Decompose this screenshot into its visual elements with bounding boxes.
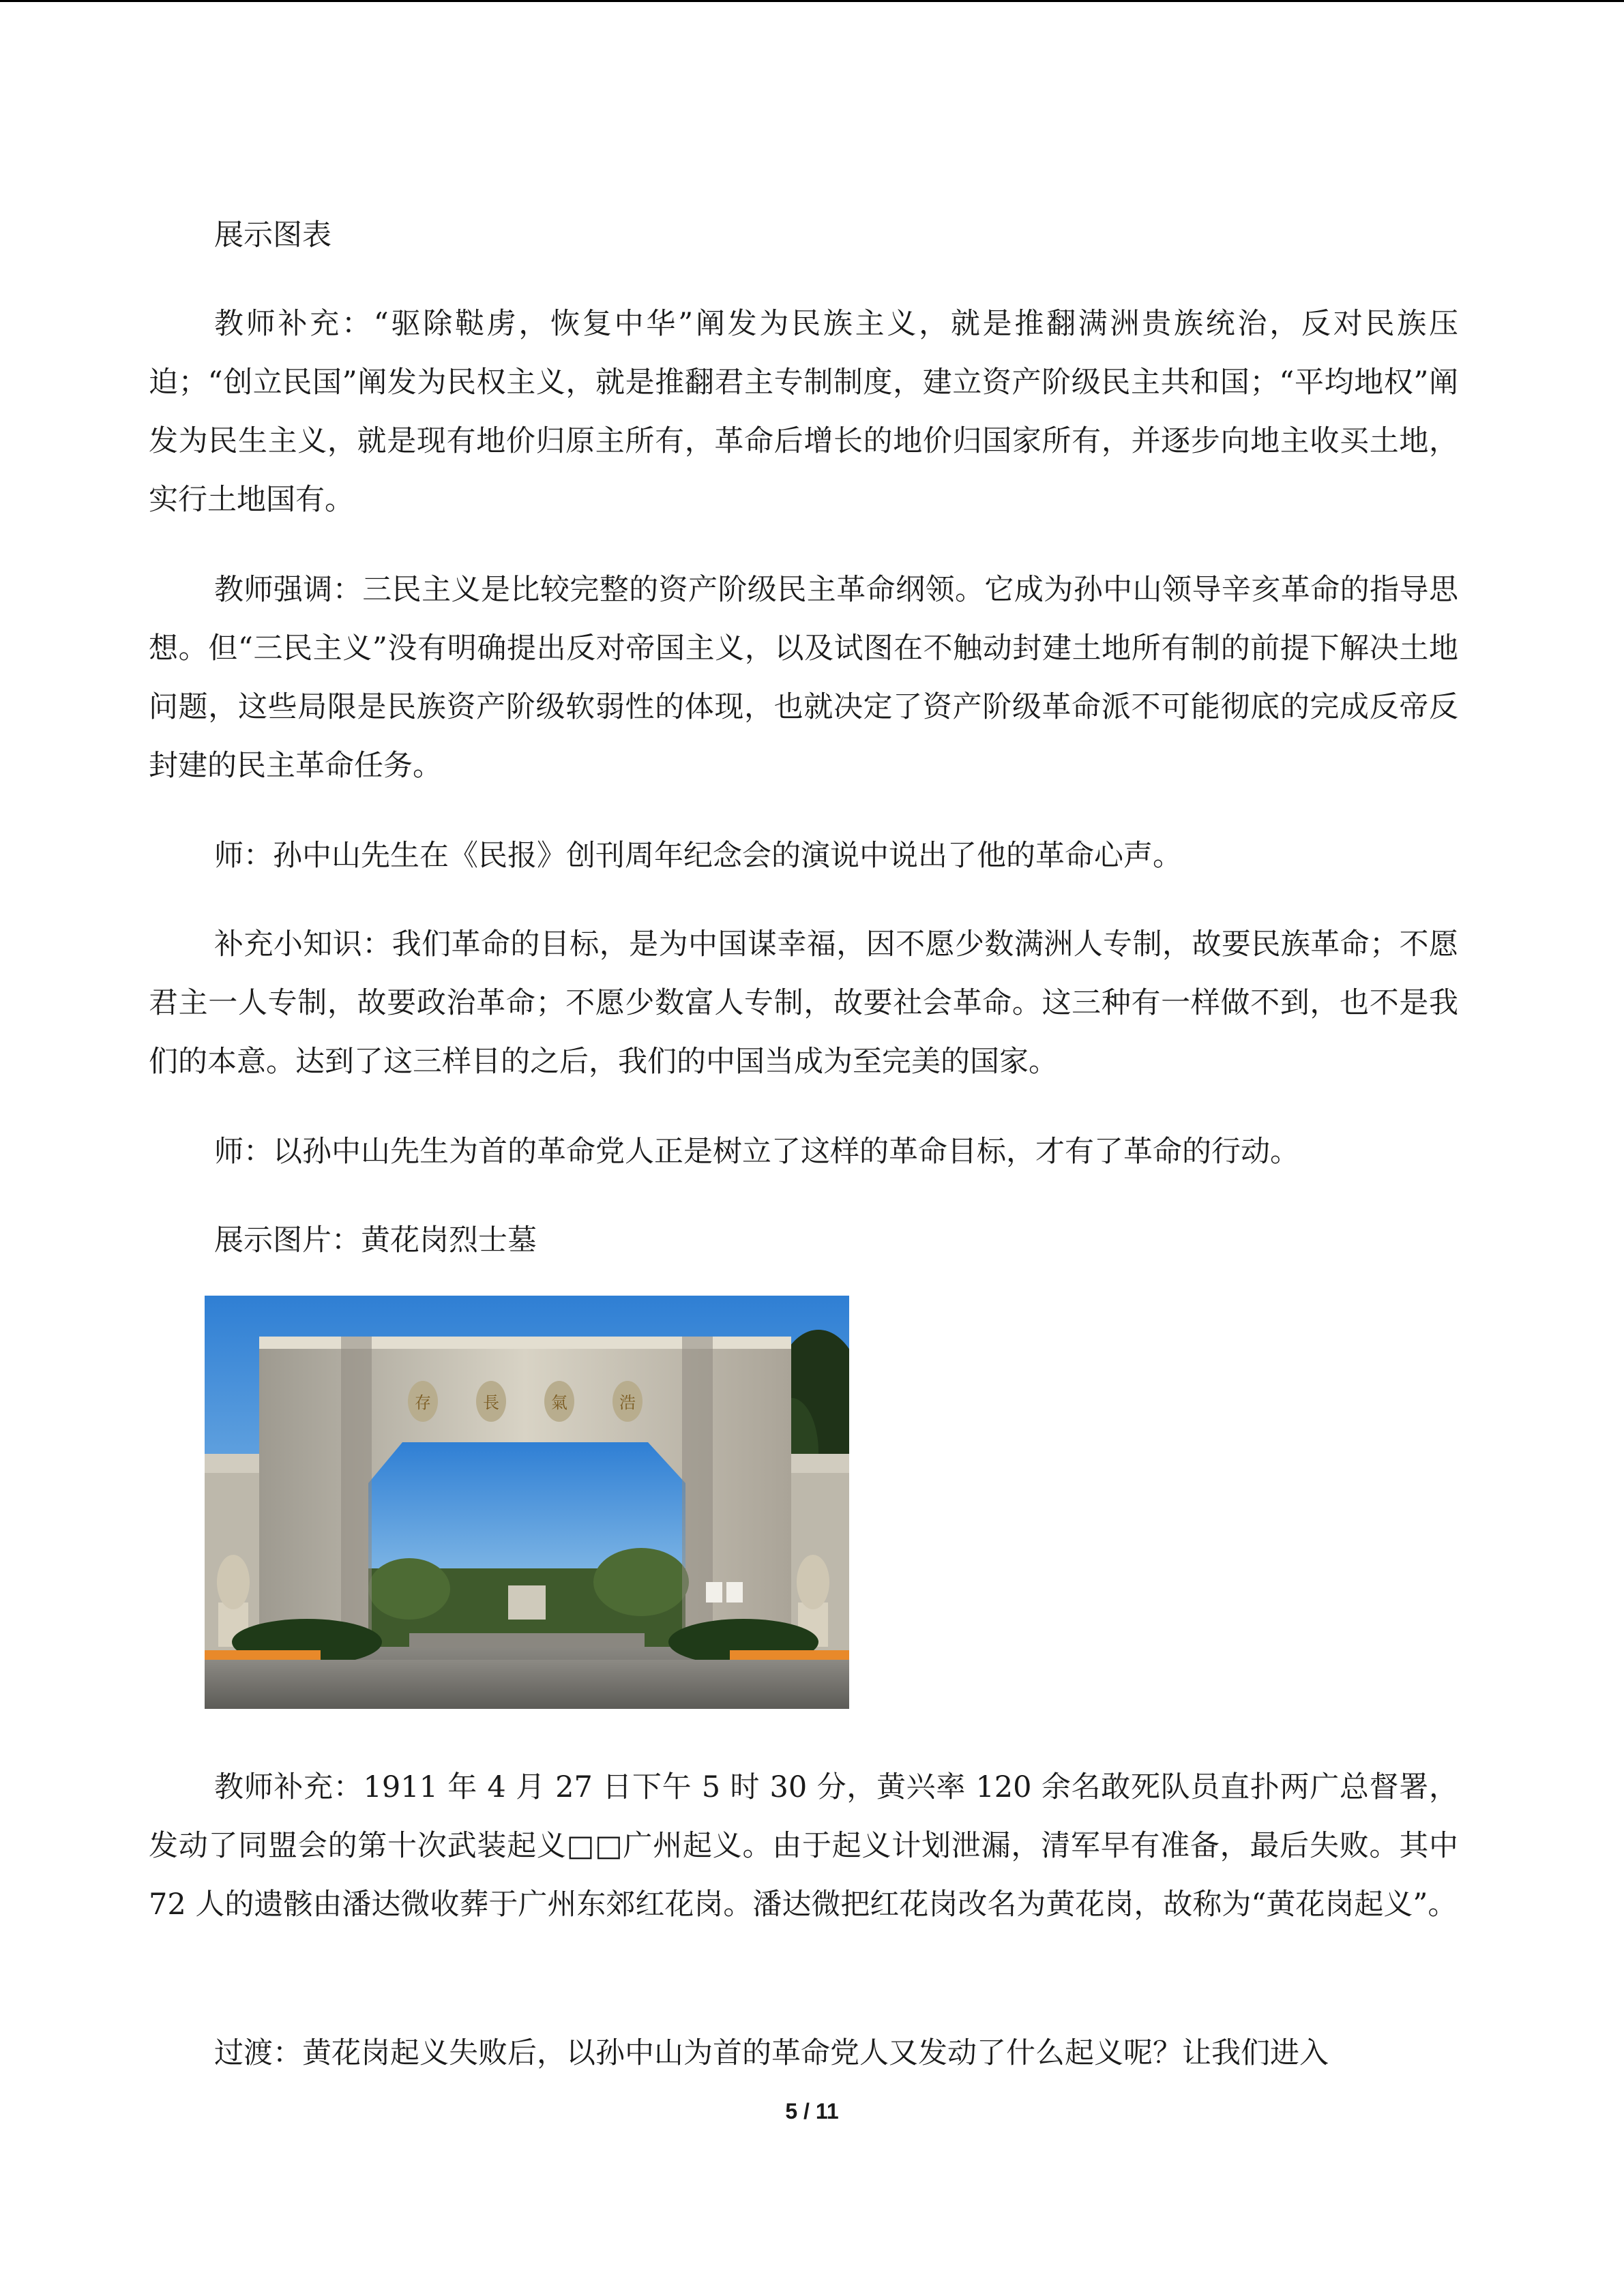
memorial-gate-image xyxy=(205,1296,849,1709)
paragraph-teacher-supplement-three-principles: 教师补充：“驱除鞑虏，恢复中华”阐发为民族主义，就是推翻满洲贵族统治，反对民族压迫；“创立民国”阐发为民权主义，就是推翻君主专制制度，建立资产阶级民主共和国；“平均地权”阐发为民生主义，就是现有地价归原主所有，革命后增长的地价归国家所有，并逐步向地主收买土地，实行土地国有。 xyxy=(149,307,1458,517)
paragraph-minbao-speech: 师：孙中山先生在《民报》创刊周年纪念会的演说中说出了他的革命心声。 xyxy=(214,839,1182,873)
inscription-char-4: 存 xyxy=(415,1393,431,1412)
inscription-char-2: 氣 xyxy=(551,1393,567,1412)
paragraph-show-chart: 展示图表 xyxy=(214,218,331,252)
paragraph-guangzhou-uprising: 教师补充：1911 年 4 月 27 日下午 5 时 30 分，黄兴率 120 余名敢死队员直扑两广总督署，发动了同盟会的第十次武装起义□□广州起义。由于起义计划泄漏，清军早有准备，最后失败。其中 72 人的遗骸由潘达微收葬于广州东郊红花岗。潘达微把红花岗改名为黄花岗，故称为“黄花岗起义”。 xyxy=(149,1770,1458,1922)
paragraph-knowledge-supplement: 补充小知识：我们革命的目标，是为中国谋幸福，因不愿少数满洲人专制，故要民族革命；不愿君主一人专制，故要政治革命；不愿少数富人专制，故要社会革命。这三种有一样做不到，也不是我们的本意。达到了这三样目的之后，我们的中国当成为至完美的国家。 xyxy=(149,927,1458,1079)
paragraph-transition: 过渡：黄花岗起义失败后，以孙中山为首的革命党人又发动了什么起义呢？让我们进入 xyxy=(214,2036,1329,2070)
paragraph-show-picture: 展示图片：黄花岗烈士墓 xyxy=(214,1223,537,1257)
paragraph-revolution-goal: 师：以孙中山先生为首的革命党人正是树立了这样的革命目标，才有了革命的行动。 xyxy=(214,1135,1299,1169)
page-number: 5 / 11 xyxy=(785,2099,839,2123)
inscription-char-1: 浩 xyxy=(619,1393,636,1412)
inscription-char-3: 長 xyxy=(483,1393,499,1412)
huanghuagang-memorial-photo xyxy=(205,1296,849,1709)
paragraph-teacher-emphasis: 教师强调：三民主义是比较完整的资产阶级民主革命纲领。它成为孙中山领导辛亥革命的指导思想。但“三民主义”没有明确提出反对帝国主义，以及试图在不触动封建土地所有制的前提下解决土地问题，这些局限是民族资产阶级软弱性的体现，也就决定了资产阶级革命派不可能彻底的完成反帝反封建的民主革命任务。 xyxy=(149,573,1458,783)
